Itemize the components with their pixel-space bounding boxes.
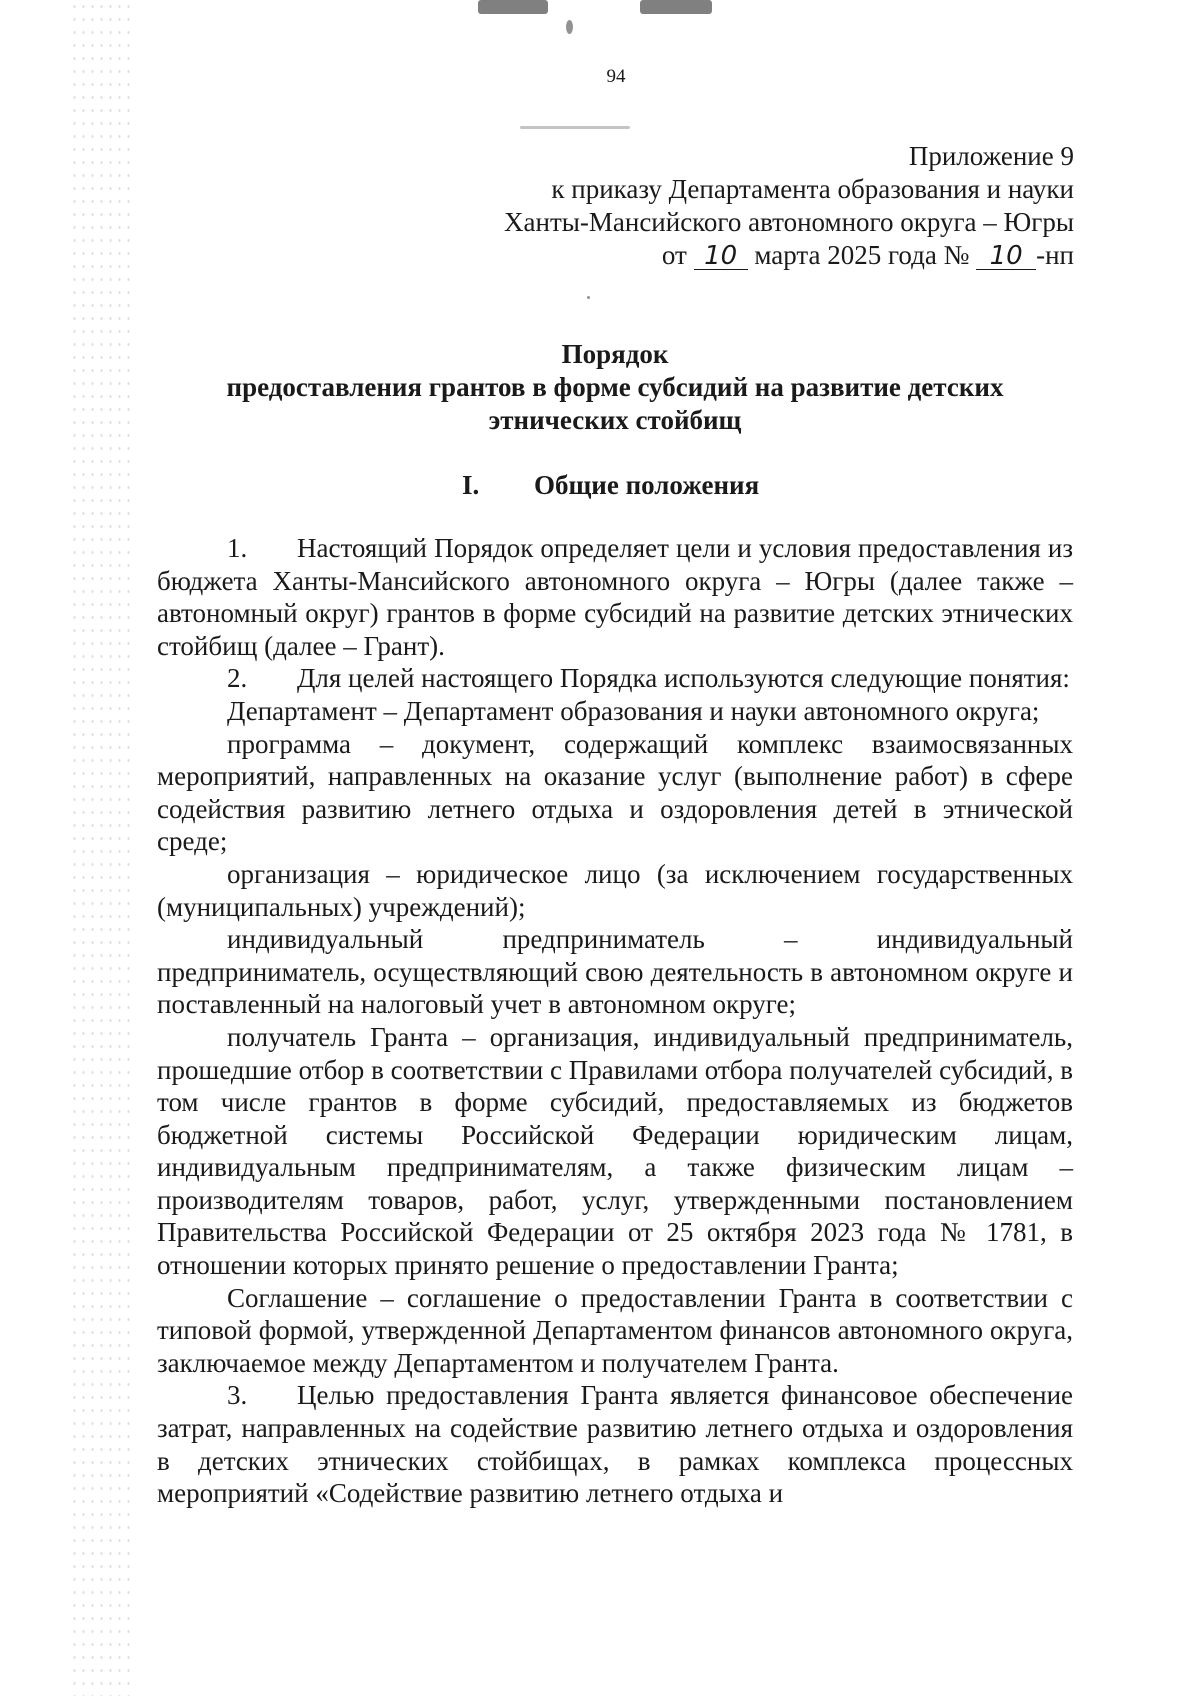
appendix-order-ref: к приказу Департамента образования и науки bbox=[551, 174, 1074, 204]
definition-department: Департамент – Департамент образования и науки автономного округа; bbox=[227, 695, 1040, 726]
paragraph-1 bbox=[157, 532, 1073, 662]
paragraph-text: Настоящий Порядок определяет цели и условия предоставления из бюджета Ханты-Мансийского автономного округа – Югры (далее также – автономный округ) грантов в форме субсидий на развитие детских этнических стойбищ (далее – Грант). bbox=[157, 533, 1073, 661]
definition-entrepreneur-line bbox=[157, 923, 1073, 956]
paragraph-number: 1. bbox=[227, 533, 248, 563]
appendix-header bbox=[504, 140, 1074, 272]
section-title: Общие положения bbox=[534, 470, 760, 500]
paragraph-number: 3. bbox=[227, 1380, 248, 1411]
date-mid: марта 2025 года № bbox=[754, 240, 970, 270]
scan-mark bbox=[587, 296, 590, 299]
scan-mark bbox=[640, 0, 712, 14]
title-line: предоставления грантов в форме субсидий на развитие детских bbox=[226, 372, 1004, 402]
definition-recipient: получатель Гранта – организация, индивидуальный предприниматель, прошедшие отбор в соответствии с Правилами отбора получателей субсидий, в том числе грантов в форме субсидий, предоставляемых из бюджетов бюджетной системы Российской Федерации юридическим лицам, индивидуальным предпринимателям, а также физическим лицам – производителям товаров, работ, услуг, утвержденными постановлением Правительства Российской Федерации от 25 октября 2023 года № 1781, в отношении которых принято решение о предоставлении Гранта; bbox=[157, 1021, 1073, 1281]
order-suffix: -нп bbox=[1036, 240, 1074, 270]
page-number: 94 bbox=[606, 66, 626, 87]
title-line: Порядок bbox=[561, 339, 669, 369]
paragraph-3 bbox=[157, 1379, 1073, 1509]
scan-mark bbox=[478, 0, 548, 14]
date-prefix: от bbox=[661, 240, 687, 270]
handwritten-day: 10 bbox=[694, 243, 748, 270]
definition-entrepreneur: предприниматель, осуществляющий свою деятельность в автономном округе и поставленный на налоговый учет в автономном округе; bbox=[157, 956, 1073, 1020]
definition-term: индивидуальный bbox=[227, 924, 424, 955]
scan-mark bbox=[566, 20, 573, 34]
appendix-region: Ханты-Мансийского автономного округа – Югры bbox=[504, 207, 1074, 237]
paragraph-number: 2. bbox=[227, 663, 248, 694]
definition-program: программа – документ, содержащий комплекс взаимосвязанных мероприятий, направленных на оказание услуг (выполнение работ) в сфере содействия развитию летнего отдыха и оздоровления детей в этнической среде; bbox=[157, 728, 1073, 857]
definition-term: предприниматель – индивидуальный bbox=[502, 924, 1073, 955]
appendix-date-line bbox=[504, 239, 1074, 272]
paragraph-text: Для целей настоящего Порядка используются следующие понятия: bbox=[297, 663, 1070, 694]
title-line: этнических стойбищ bbox=[488, 405, 742, 435]
document-body bbox=[157, 532, 1073, 1510]
definition-organization: организация – юридическое лицо (за исключением государственных (муниципальных) учреждений); bbox=[157, 858, 1073, 922]
scan-mark bbox=[520, 126, 630, 129]
paragraph-text: Целью предоставления Гранта является финансовое обеспечение затрат, направленных на содействие развитию летнего отдыха и оздоровления в детских этнических стойбищах, в рамках комплекса процессных мероприятий «Содействие развитию летнего отдыха и bbox=[157, 1380, 1073, 1509]
paragraph-2 bbox=[157, 662, 1073, 695]
appendix-label: Приложение 9 bbox=[908, 141, 1074, 171]
scan-noise-left-edge bbox=[70, 0, 130, 1696]
handwritten-order-number: 10 bbox=[976, 243, 1036, 270]
definition-agreement: Соглашение – соглашение о предоставлении Гранта в соответствии с типовой формой, утвержденной Департаментом финансов автономного округа, заключаемое между Департаментом и получателем Гранта. bbox=[157, 1282, 1073, 1378]
section-number: I. bbox=[462, 470, 480, 500]
document-title bbox=[155, 338, 1075, 437]
